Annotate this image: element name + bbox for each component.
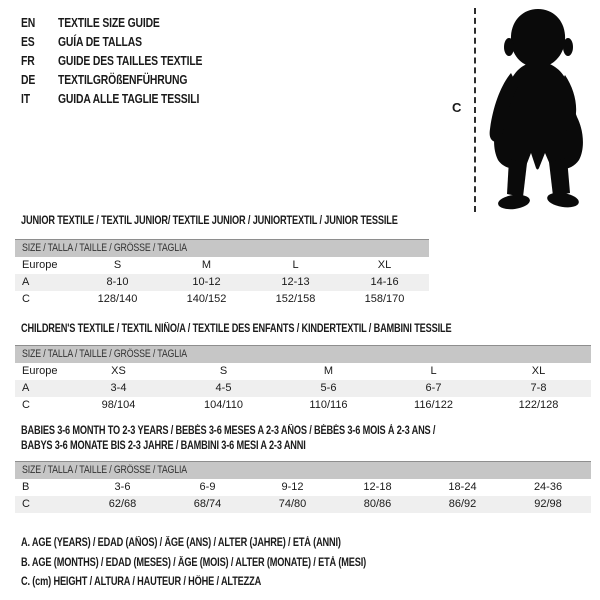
guide-title: TEXTILGRÖßENFÜHRUNG xyxy=(58,72,188,87)
row-label: Europe xyxy=(22,259,58,271)
row-label: A xyxy=(15,274,73,291)
row-label: C xyxy=(15,496,80,513)
size-cell: XS xyxy=(111,365,126,377)
age-cell: 10-12 xyxy=(162,274,251,291)
table-row xyxy=(15,479,591,496)
size-cell: XL xyxy=(531,365,546,377)
height-cell: 68/74 xyxy=(165,496,250,513)
guide-title: GUIDA ALLE TAGLIE TESSILI xyxy=(58,91,200,106)
language-row xyxy=(21,70,238,89)
table-row xyxy=(15,363,591,380)
row-label: Europe xyxy=(22,365,58,377)
language-code: IT xyxy=(21,91,30,106)
size-cell: S xyxy=(219,365,228,377)
language-code: EN xyxy=(21,15,36,30)
height-cell: 140/152 xyxy=(186,293,227,305)
legend-line-b: B. AGE (MONTHS) / EDAD (MESES) / ÂGE (MOIS) / ALTER (MONATE) / ETÀ (MESI) xyxy=(21,556,367,569)
size-header-label: SIZE / TALLA / TAILLE / GRÖSSE / TAGLIA xyxy=(22,464,187,477)
size-cell: M xyxy=(201,259,212,271)
language-title-block xyxy=(21,13,238,108)
language-code: FR xyxy=(21,53,35,68)
height-measure-line xyxy=(474,8,476,212)
guide-title: GUÍA DE TALLAS xyxy=(58,34,142,49)
table-row xyxy=(15,496,591,513)
measure-legend xyxy=(21,534,452,593)
row-label: C xyxy=(22,293,30,305)
children-table-title: CHILDREN'S TEXTILE / TEXTIL NIÑO/A / TEXTILE DES ENFANTS / KINDERTEXTIL / BAMBINI TESSILE xyxy=(21,323,452,335)
size-header-band xyxy=(15,346,591,363)
babies-size-table xyxy=(15,461,591,513)
age-cell: 24-36 xyxy=(533,481,563,493)
age-cell: 7-8 xyxy=(486,380,591,397)
height-cell: 92/98 xyxy=(505,496,591,513)
language-row xyxy=(21,32,238,51)
height-cell: 80/86 xyxy=(335,496,420,513)
language-row xyxy=(21,13,238,32)
age-cell: 3-4 xyxy=(66,380,171,397)
age-cell: 5-6 xyxy=(276,380,381,397)
children-size-table xyxy=(15,345,591,414)
age-cell: 8-10 xyxy=(73,274,162,291)
row-label: B xyxy=(22,481,30,493)
height-cell: 122/128 xyxy=(518,399,559,411)
guide-title: GUIDE DES TAILLES TEXTILE xyxy=(58,53,203,68)
age-cell: 6-7 xyxy=(381,380,486,397)
guide-title: TEXTILE SIZE GUIDE xyxy=(58,15,160,30)
age-cell: 4-5 xyxy=(171,380,276,397)
height-measure-label: C xyxy=(452,100,462,115)
age-cell: 12-18 xyxy=(363,481,392,493)
toddler-silhouette-image xyxy=(481,3,598,214)
language-row xyxy=(21,89,238,108)
height-cell: 104/110 xyxy=(204,399,243,411)
junior-size-table xyxy=(15,239,429,308)
legend-line-a: A. AGE (YEARS) / EDAD (AÑOS) / ÂGE (ANS) / ALTER (JAHRE) / ETÀ (ANNI) xyxy=(21,537,341,549)
height-cell: 158/170 xyxy=(364,293,405,305)
language-code: DE xyxy=(21,72,36,87)
size-header-band xyxy=(15,240,429,257)
table-row xyxy=(15,291,429,308)
height-cell: 86/92 xyxy=(420,496,505,513)
height-cell: 128/140 xyxy=(97,293,138,305)
size-header-label: SIZE / TALLA / TAILLE / GRÖSSE / TAGLIA xyxy=(22,348,187,361)
size-header-band xyxy=(15,462,591,479)
age-cell: 14-16 xyxy=(340,274,429,291)
row-label: C xyxy=(22,399,30,411)
size-header-label: SIZE / TALLA / TAILLE / GRÖSSE / TAGLIA xyxy=(22,242,187,255)
junior-table-title: JUNIOR TEXTILE / TEXTIL JUNIOR/ TEXTILE JUNIOR / JUNIORTEXTIL / JUNIOR TESSILE xyxy=(21,215,398,227)
table-row xyxy=(15,274,429,291)
age-cell: 6-9 xyxy=(199,481,216,493)
age-cell: 9-12 xyxy=(281,481,304,493)
age-cell: 18-24 xyxy=(448,481,477,493)
height-cell: 116/122 xyxy=(414,399,453,411)
table-row xyxy=(15,397,591,414)
size-cell: L xyxy=(292,259,299,271)
height-cell: 152/158 xyxy=(275,293,316,305)
size-cell: M xyxy=(323,365,334,377)
table-row xyxy=(15,380,591,397)
height-cell: 62/68 xyxy=(80,496,165,513)
age-cell: 12-13 xyxy=(251,274,340,291)
table-row xyxy=(15,257,429,274)
height-cell: 98/104 xyxy=(101,399,136,411)
size-cell: XL xyxy=(377,259,392,271)
height-cell: 110/116 xyxy=(309,399,348,411)
size-cell: L xyxy=(430,365,437,377)
babies-table-title: BABIES 3-6 MONTH TO 2-3 YEARS / BEBÉS 3-6 MESES A 2-3 AÑOS / BÉBÉS 3-6 MOIS À 2-3 ANS / BABYS 3-6 MONATE BIS 2-3 JAHRE / BAMBINI 3-6 MESI A 2-3 ANNI xyxy=(21,425,436,452)
height-cell: 74/80 xyxy=(250,496,335,513)
legend-line-c: C. (cm) HEIGHT / ALTURA / HAUTEUR / HÖHE / ALTEZZA xyxy=(21,576,262,588)
age-cell: 3-6 xyxy=(114,481,131,493)
language-row xyxy=(21,51,238,70)
row-label: A xyxy=(15,380,66,397)
language-code: ES xyxy=(21,34,35,49)
size-cell: S xyxy=(113,259,122,271)
